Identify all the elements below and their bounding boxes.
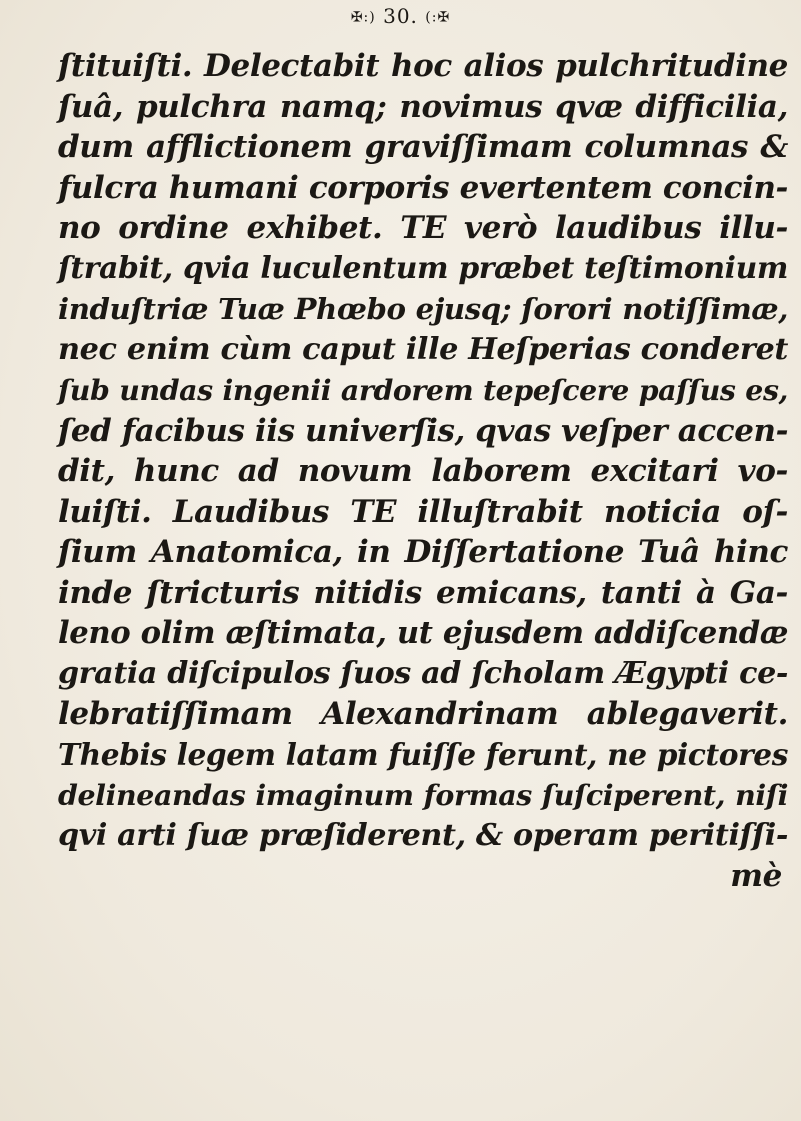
text-line: delineandas imaginum formas ſuſciperent, niſi: [58, 778, 788, 812]
text-line: fulcra humani corporis evertentem concin-: [58, 169, 788, 206]
text-line: luiſti. Laudibus TE illuſtrabit noticia oſ-: [58, 493, 788, 530]
body-text: [58, 46, 788, 897]
text-line: dum afflictionem graviſſimam columnas &: [58, 129, 788, 165]
text-line: leno olim æſtimata, ut ejusdem addiſcendæ: [58, 615, 788, 651]
text-line: ſtrabit, qvia luculentum præbet teſtimonium: [58, 250, 788, 286]
text-line: qvi arti ſuæ præſiderent, & operam peritiſſi-: [58, 817, 788, 853]
text-line: induſtriæ Tuæ Phœbo ejusq; ſorori notiſſimæ,: [58, 292, 788, 326]
text-line: lebratiſſimam Alexandrinam ablegaverit.: [58, 696, 788, 732]
text-line: ſtituiſti. Delectabit hoc alios pulchritudine: [58, 48, 788, 84]
text-line: Thebis legem latam fuiſſe ferunt, ne pictores: [58, 736, 788, 772]
header-ornament-left: ✠:): [350, 9, 376, 26]
text-line: ſub undas ingenii ardorem tepeſcere paſſus es,: [58, 373, 788, 407]
text-line: inde ſtricturis nitidis emicans, tanti à Ga-: [58, 574, 788, 611]
catchword: mè: [730, 858, 782, 894]
page-number: 30.: [383, 4, 418, 28]
header-ornament-right: (:✠: [425, 9, 451, 26]
text-line: ſed facibus iis univerſis, qvas veſper accen-: [58, 412, 788, 449]
page-header: [0, 4, 801, 28]
text-line: no ordine exhibet. TE verò laudibus illu-: [58, 210, 788, 246]
text-line: ſuâ, pulchra namq; novimus qvæ difficilia,: [58, 88, 788, 125]
text-line: nec enim cùm caput ille Heſperias conderet: [58, 331, 788, 367]
text-line: ſium Anatomica, in Diſſertatione Tuâ hinc: [58, 534, 788, 570]
text-line: dit, hunc ad novum laborem excitari vo-: [58, 453, 788, 489]
text-line: gratia diſcipulos ſuos ad ſcholam Ægypti ce-: [58, 655, 788, 691]
